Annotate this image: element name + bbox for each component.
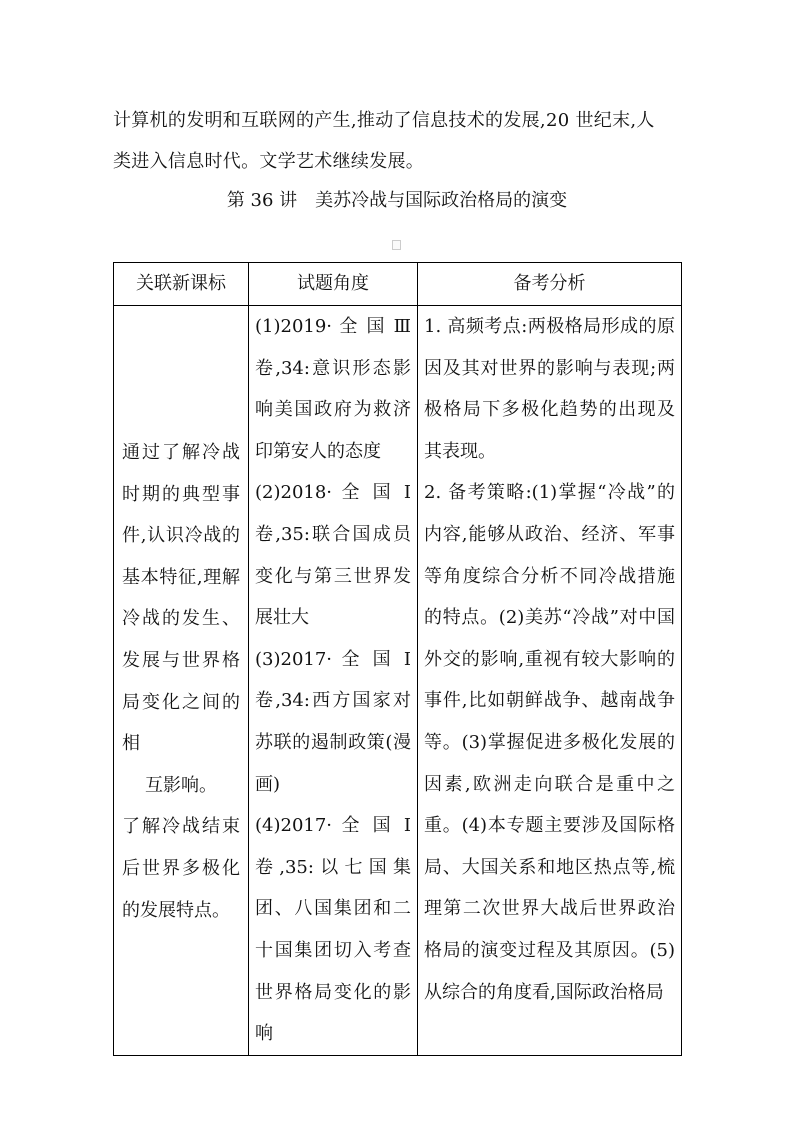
analysis-cell: [418, 306, 682, 1056]
header-analysis: 备考分析: [418, 263, 682, 306]
exam-angle-item: (3)2017· 全 国 Ⅰ 卷,34:西方国家对苏联的遏制政策(漫画): [255, 648, 411, 795]
exam-angle-item: (2)2018· 全 国 Ⅰ 卷,35:联合国成员变化与第三世界发展壮大: [255, 482, 411, 629]
exam-angle-item: (4)2017· 全 国 Ⅰ 卷,35:以七国集团、八国集团和二十国集团切入考查世界格局变化的影响: [255, 815, 411, 1045]
analysis-item: 2. 备考策略:(1)掌握“冷战”的内容,能够从政治、经济、军事等角度综合分析不同冷战措施的特点。(2)美苏“冷战”对中国外交的影响,重视有较大影响的事件,比如朝鲜战争、越南战争等。(3)掌握促进多极化发展的因素,欧洲走向联合是重中之重。(4)本专题主要涉及国际格局、大国关系和地区热点等,梳理第二次世界大战后世界政治格局的演变过程及其原因。(5)从综合的角度看,国际政治格局: [424, 482, 675, 1003]
intro-paragraph: [113, 100, 693, 182]
exam-angles-cell: [249, 306, 418, 1056]
header-standards: 关联新课标: [114, 263, 249, 306]
standards-text: 互影响。: [145, 774, 217, 796]
syllabus-table: [113, 262, 682, 1056]
table-row: [114, 306, 682, 1056]
header-exam-angles: 试题角度: [249, 263, 418, 306]
standards-text: 通过了解冷战时期的典型事件,认识冷战的基本特征,理解冷战的发生、发展与世界格局变化之间的相: [122, 442, 240, 755]
standards-text: 了解冷战结束后世界多极化的发展特点。: [122, 816, 240, 921]
exam-angle-item: (1)2019· 全 国 Ⅲ 卷,34:意识形态影响美国政府为救济印第安人的态度: [255, 316, 411, 462]
standards-cell: [114, 306, 249, 1056]
intro-line: 类进入信息时代。文学艺术继续发展。: [113, 151, 425, 172]
intro-line: 计算机的发明和互联网的产生,推动了信息技术的发展,20 世纪末,人: [113, 110, 655, 131]
analysis-item: 1. 高频考点:两极格局形成的原因及其对世界的影响与表现;两极格局下多极化趋势的出现及其表现。: [424, 316, 675, 462]
image-placeholder-icon: [392, 240, 401, 250]
table-header-row: [114, 263, 682, 306]
lesson-title: 第 36 讲 美苏冷战与国际政治格局的演变: [226, 190, 568, 211]
